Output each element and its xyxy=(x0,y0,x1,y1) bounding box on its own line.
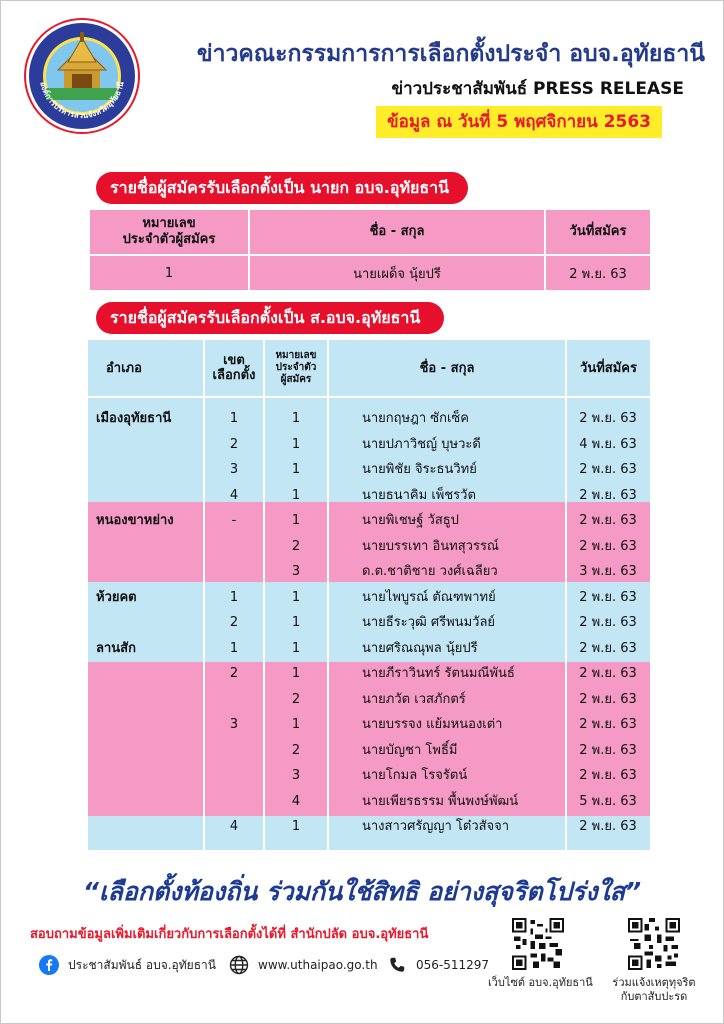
zone-number: 3 xyxy=(229,717,239,732)
candidate-number: 1 xyxy=(291,666,301,681)
facebook-link[interactable] xyxy=(38,953,216,977)
table-row xyxy=(88,814,650,840)
table-row xyxy=(88,636,650,662)
table-row xyxy=(88,406,650,432)
candidate-name: นางสาวศรัญญา โต๋วสัจจา xyxy=(362,819,510,834)
candidate-number: 1 xyxy=(291,436,301,452)
qr-code-icon[interactable] xyxy=(512,918,564,970)
candidate-name: นายบรรเทา อินทสุวรรณ์ xyxy=(362,538,499,554)
council-candidates-table xyxy=(88,340,650,850)
pavilion-emblem-icon xyxy=(24,18,140,134)
table-row xyxy=(88,432,650,458)
candidate-name: นายเพียรธรรม พื้นพงษ์พัฒน์ xyxy=(362,793,519,809)
candidate-name: นายกฤษฎา ซักเซ็ค xyxy=(362,411,469,426)
table-row xyxy=(88,585,650,611)
candidate-number: 1 xyxy=(291,411,301,426)
page-title: ข่าวคณะกรรมการการเลือกตั้งประจำ อบจ.อุทัยธานี xyxy=(196,41,705,67)
qr-report-caption-line2: กับตาสับปะรด xyxy=(620,990,688,1003)
apply-date: 2 พ.ย. 63 xyxy=(579,538,637,554)
table-row xyxy=(88,661,650,687)
apply-date: 2 พ.ย. 63 xyxy=(579,615,637,630)
header-apply-date: วันที่สมัคร xyxy=(580,360,637,376)
candidate-name: นายธีระวุฒิ ศรีพนมวัลย์ xyxy=(362,615,496,630)
apply-date: 2 พ.ย. 63 xyxy=(545,255,651,291)
apply-date: 2 พ.ย. 63 xyxy=(579,666,637,681)
apply-date: 2 พ.ย. 63 xyxy=(579,717,637,732)
candidate-name: นายภวัต เวสภักตร์ xyxy=(362,691,466,707)
zone-number: 1 xyxy=(229,640,239,656)
zone-number: 2 xyxy=(229,436,239,452)
table-row xyxy=(89,255,651,291)
candidate-name: นายพิเชษฐ์ วัสธูป xyxy=(362,513,459,528)
zone-number: 4 xyxy=(229,487,239,503)
apply-date: 2 พ.ย. 63 xyxy=(579,768,637,783)
table-row xyxy=(88,508,650,534)
zone-number: 2 xyxy=(229,666,239,681)
press-release-label: ข่าวประชาสัมพันธ์ PRESS RELEASE xyxy=(391,79,684,99)
phone-number: 056-511297 xyxy=(416,958,490,972)
candidate-name: นายปภาวิชญ์ บุษวะดี xyxy=(362,436,481,452)
zone-number: 2 xyxy=(229,615,239,630)
header-zone: เขต เลือกตั้ง xyxy=(212,353,256,383)
svg-text:องค์การบริหารส่วนจังหวัดอุทัยธ: องค์การบริหารส่วนจังหวัดอุทัยธานี xyxy=(38,80,126,121)
candidate-number: 3 xyxy=(291,564,301,579)
header-apply-date: วันที่สมัคร xyxy=(545,209,651,255)
apply-date: 2 พ.ย. 63 xyxy=(579,513,637,528)
table-row xyxy=(88,610,650,636)
candidate-number: 2 xyxy=(291,691,301,707)
candidate-number: 1 xyxy=(291,615,301,630)
candidate-number: 1 xyxy=(291,717,301,732)
candidate-name: นายพิชัย จิระธนวิทย์ xyxy=(362,462,477,477)
zone-number: 4 xyxy=(229,819,239,834)
facebook-icon xyxy=(38,954,60,976)
zone-number: - xyxy=(231,513,237,528)
qr-website-caption: เว็บไซต์ อบจ.อุทัยธานี xyxy=(488,976,593,989)
header-district: อำเภอ xyxy=(106,360,142,376)
candidate-number: 2 xyxy=(291,538,301,554)
candidate-name: นายภีราวินทร์ รัตนมณีพันธ์ xyxy=(362,666,515,681)
campaign-slogan: “เลือกตั้งท้องถิ่น ร่วมกันใช้สิทธิ อย่างสุจริตโปร่งใส” xyxy=(82,877,642,906)
header-divider xyxy=(88,396,650,398)
apply-date: 2 พ.ย. 63 xyxy=(579,589,637,605)
zone-number: 1 xyxy=(229,589,239,605)
globe-icon xyxy=(228,954,250,976)
candidate-number: 1 xyxy=(291,819,301,834)
table-row xyxy=(88,687,650,713)
candidate-name: นายบัญชา โพธิ์มี xyxy=(362,742,458,758)
candidate-number: 1 xyxy=(291,513,301,528)
candidate-number: 1 xyxy=(291,487,301,503)
candidate-name: นายศริณณุพล นุ้ยปรี xyxy=(362,640,478,656)
district-name: หนองขาหย่าง xyxy=(96,513,174,528)
facebook-page-name: ประชาสัมพันธ์ อบจ.อุทัยธานี xyxy=(68,957,216,972)
table-header-row xyxy=(89,209,651,255)
qr-report-caption-line1: ร่วมแจ้งเหตุทุจริต xyxy=(612,976,696,989)
mayor-candidates-table xyxy=(88,208,652,292)
table-row xyxy=(88,559,650,585)
candidate-number: 1 xyxy=(291,589,301,605)
candidate-name: นายบรรจง แย้มหนองเต่า xyxy=(362,717,503,732)
header-candidate-number: หมายเลข ประจำตัว ผู้สมัคร xyxy=(275,350,317,385)
candidate-name: นายไพบูรณ์ ตัณฑพาทย์ xyxy=(362,589,496,605)
table-row xyxy=(88,789,650,815)
apply-date: 3 พ.ย. 63 xyxy=(579,564,637,579)
apply-date: 2 พ.ย. 63 xyxy=(579,462,637,477)
candidate-name: ด.ต.ชาติชาย วงศ์เฉลียว xyxy=(362,564,498,579)
apply-date: 2 พ.ย. 63 xyxy=(579,411,637,426)
candidate-number: 1 xyxy=(291,462,301,477)
website-url: www.uthaipao.go.th xyxy=(258,958,378,972)
district-name: ลานสัก xyxy=(96,640,136,656)
candidate-name: นายธนาคิม เพ็ชรวัต xyxy=(362,487,476,503)
zone-number: 3 xyxy=(229,462,239,477)
website-link[interactable] xyxy=(228,953,378,977)
apply-date: 2 พ.ย. 63 xyxy=(579,819,637,834)
apply-date: 2 พ.ย. 63 xyxy=(579,640,637,656)
phone-contact[interactable] xyxy=(386,953,489,977)
apply-date: 2 พ.ย. 63 xyxy=(579,742,637,758)
candidate-number: 4 xyxy=(291,793,301,809)
table-row xyxy=(88,712,650,738)
data-date-badge: ข้อมูล ณ วันที่ 5 พฤศจิกายน 2563 xyxy=(376,106,662,138)
candidate-number: 1 xyxy=(89,255,249,291)
contact-note: สอบถามข้อมูลเพิ่มเติมเกี่ยวกับการเลือกตั้งได้ที่ สำนักปลัด อบจ.อุทัยธานี xyxy=(30,927,429,942)
candidate-number: 2 xyxy=(291,742,301,758)
candidate-number: 3 xyxy=(291,768,301,783)
apply-date: 2 พ.ย. 63 xyxy=(579,691,637,707)
table-row xyxy=(88,763,650,789)
header-full-name: ชื่อ - สกุล xyxy=(419,360,475,376)
candidate-name: นายเผด็จ นุ้ยปรี xyxy=(249,255,545,291)
district-name: ห้วยคต xyxy=(96,589,137,605)
table-row xyxy=(88,483,650,509)
council-section-banner: รายชื่อผู้สมัครรับเลือกตั้งเป็น ส.อบจ.อุทัยธานี xyxy=(96,302,444,334)
apply-date: 4 พ.ย. 63 xyxy=(579,436,637,452)
qr-code-icon[interactable] xyxy=(628,918,680,970)
candidate-name: นายโกมล โรจรัตน์ xyxy=(362,768,468,783)
header-full-name: ชื่อ - สกุล xyxy=(249,209,545,255)
candidate-number: 1 xyxy=(291,640,301,656)
qr-report-caption xyxy=(604,976,704,1004)
phone-icon xyxy=(386,954,408,976)
mayor-section-banner: รายชื่อผู้สมัครรับเลือกตั้งเป็น นายก อบจ.อุทัยธานี xyxy=(96,172,468,204)
district-name: เมืองอุทัยธานี xyxy=(96,411,172,426)
apply-date: 2 พ.ย. 63 xyxy=(579,487,637,503)
zone-number: 1 xyxy=(229,411,239,426)
header-candidate-number: หมายเลข ประจำตัวผู้สมัคร xyxy=(89,209,249,255)
table-row xyxy=(88,738,650,764)
table-row xyxy=(88,457,650,483)
apply-date: 5 พ.ย. 63 xyxy=(579,793,637,809)
table-row xyxy=(88,534,650,560)
